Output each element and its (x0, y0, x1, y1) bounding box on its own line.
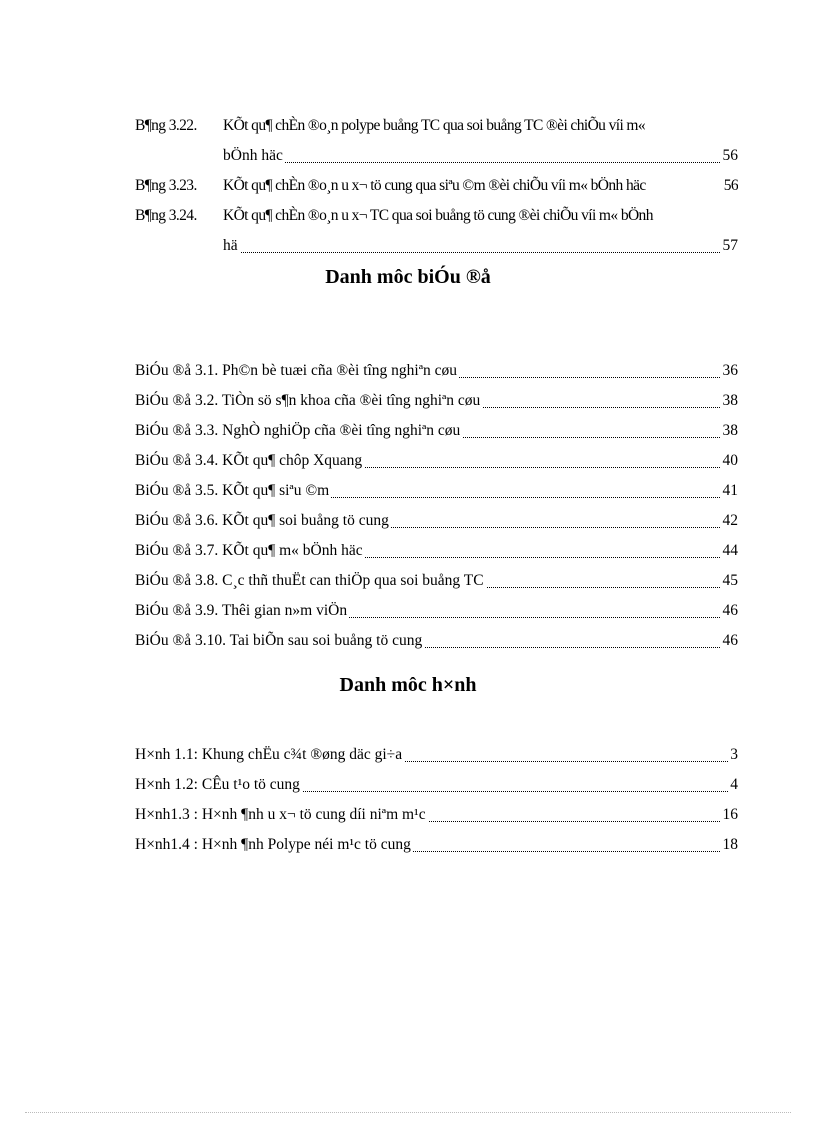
chart-title: BiÓu ®å 3.5. KÕt qu¶ siªu ©m (135, 482, 330, 499)
chart-title: BiÓu ®å 3.10. Tai biÕn sau soi buång tö cung (135, 632, 423, 649)
table-entry-3-24-line2 (135, 231, 738, 261)
figure-entry (135, 830, 738, 860)
table-title: KÕt qu¶ chÈn ®o¸n u x¬ TC qua soi buång tö cung ®èi chiÕu víi m« bÖnh (223, 207, 653, 224)
page-number: 56 (721, 141, 739, 171)
figures-list (135, 740, 738, 860)
page-number: 45 (721, 566, 739, 596)
page-number: 46 (721, 626, 739, 656)
table-title-cont: hä (223, 237, 238, 254)
page-number: 44 (721, 536, 739, 566)
chart-entry (135, 446, 738, 476)
page-number: 36 (721, 356, 739, 386)
figure-title: H×nh1.3 : H×nh ¶nh u x¬ tö cung díi niªm m¹c (135, 806, 426, 823)
page-number: 18 (721, 830, 739, 860)
chart-entry (135, 596, 738, 626)
dot-leader (223, 162, 738, 163)
figures-heading: Danh môc h×nh (339, 674, 477, 696)
chart-entry (135, 386, 738, 416)
chart-entry (135, 536, 738, 566)
chart-title: BiÓu ®å 3.1. Ph©n bè tuæi cña ®èi tîng nghiªn cøu (135, 362, 458, 379)
chart-title: BiÓu ®å 3.9. Thêi gian n»m viÖn (135, 602, 348, 619)
figure-entry (135, 800, 738, 830)
chart-title: BiÓu ®å 3.8. C¸c thñ thuËt can thiÖp qua soi buång TC (135, 572, 484, 589)
page-number: 56 (723, 177, 738, 194)
figure-entry (135, 740, 738, 770)
table-label: B¶ng 3.22. (135, 117, 197, 134)
chart-title: BiÓu ®å 3.3. NghÒ nghiÖp cña ®èi tîng nghiªn cøu (135, 422, 461, 439)
figure-title: H×nh 1.1: Khung chËu c¾t ®øng däc gi÷a (135, 746, 403, 763)
chart-entry (135, 356, 738, 386)
charts-heading: Danh môc biÓu ®å (325, 266, 491, 288)
table-entry-3-23 (135, 171, 738, 201)
chart-entry (135, 416, 738, 446)
figure-title: H×nh1.4 : H×nh ¶nh Polype néi m¹c tö cung (135, 836, 411, 853)
page-number: 38 (721, 386, 739, 416)
page-number: 57 (721, 231, 739, 261)
page-number: 40 (721, 446, 739, 476)
chart-title: BiÓu ®å 3.7. KÕt qu¶ m« bÖnh häc (135, 542, 363, 559)
page-number: 3 (728, 740, 738, 770)
chart-entry (135, 626, 738, 656)
page-number: 41 (721, 476, 739, 506)
page-number: 42 (721, 506, 739, 536)
table-title: KÕt qu¶ chÈn ®o¸n polype buång TC qua soi buång TC ®èi chiÕu víi m« (223, 117, 646, 134)
table-entry-3-22-line2 (135, 141, 738, 171)
chart-entry (135, 566, 738, 596)
table-label: B¶ng 3.23. (135, 177, 197, 194)
chart-entry (135, 476, 738, 506)
chart-title: BiÓu ®å 3.2. TiÒn sö s¶n khoa cña ®èi tîng nghiªn cøu (135, 392, 481, 409)
page-number: 16 (721, 800, 739, 830)
chart-title: BiÓu ®å 3.6. KÕt qu¶ soi buång tö cung (135, 512, 389, 529)
tables-list (135, 111, 738, 261)
page-number: 38 (721, 416, 739, 446)
dot-leader (223, 252, 738, 253)
page-number: 46 (721, 596, 739, 626)
page-number: 4 (728, 770, 738, 800)
table-title: KÕt qu¶ chÈn ®o¸n u x¬ tö cung qua siªu ©m ®èi chiÕu víi m« bÖnh häc (223, 177, 646, 194)
table-entry-3-22-line1 (135, 111, 738, 141)
chart-title: BiÓu ®å 3.4. KÕt qu¶ chôp Xquang (135, 452, 363, 469)
table-label: B¶ng 3.24. (135, 207, 197, 224)
table-title-cont: bÖnh häc (223, 147, 283, 164)
table-entry-3-24-line1 (135, 201, 738, 231)
charts-list (135, 356, 738, 656)
chart-entry (135, 506, 738, 536)
figure-title: H×nh 1.2: CÊu t¹o tö cung (135, 776, 300, 793)
page-bottom-rule (25, 1112, 791, 1113)
figure-entry (135, 770, 738, 800)
